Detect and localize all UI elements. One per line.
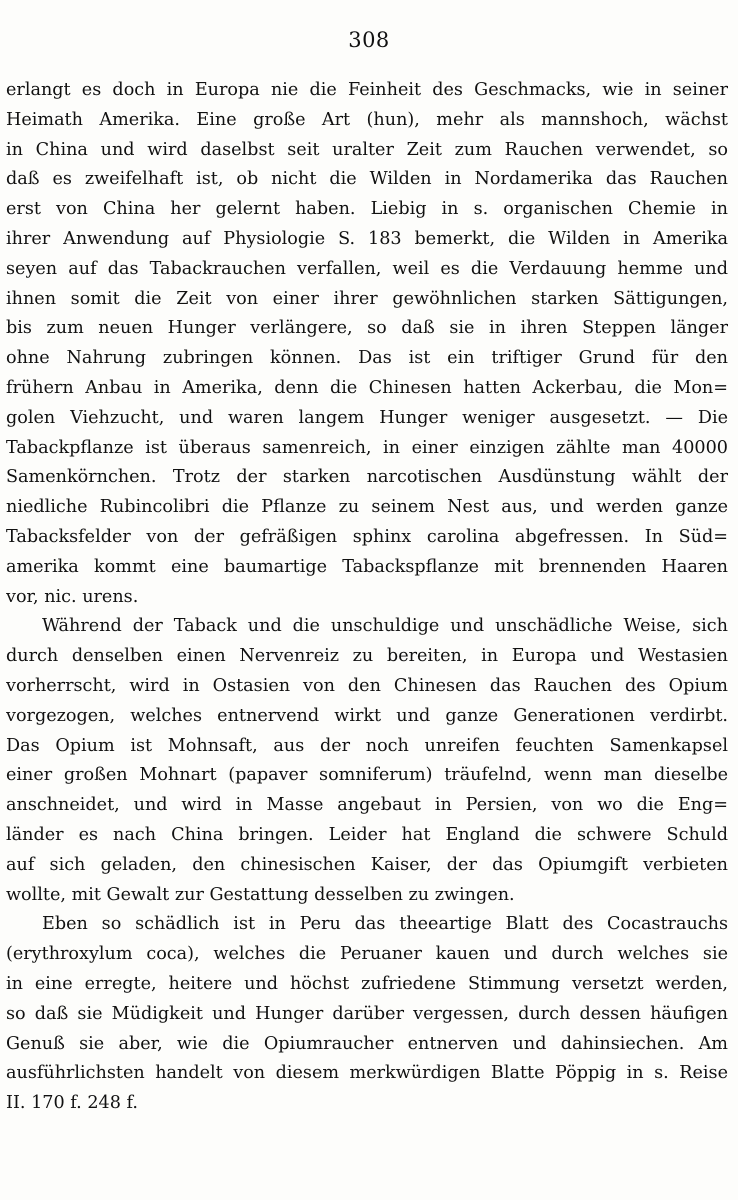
text-line: Genuß sie aber, wie die Opiumraucher entnerven und dahinsiechen. Am: [6, 1033, 728, 1054]
text-line: vor, nic. urens.: [6, 586, 139, 607]
text-line: amerika kommt eine baumartige Tabackspflanze mit brennenden Haaren: [6, 556, 728, 577]
text-line: Eben so schädlich ist in Peru das theeartige Blatt des Cocastrauchs: [42, 914, 728, 935]
text-line: vorgezogen, welches entnervend wirkt und ganze Generationen verdirbt.: [6, 705, 728, 726]
text-line: wollte, mit Gewalt zur Gestattung desselben zu zwingen.: [6, 884, 515, 905]
text-line: erst von China her gelernt haben. Liebig in s. organischen Chemie in: [6, 199, 728, 220]
text-line: in China und wird daselbst seit uralter Zeit zum Rauchen verwendet, so: [6, 139, 728, 160]
text-line: golen Viehzucht, und waren langem Hunger weniger ausgesetzt. — Die: [6, 407, 728, 428]
text-line: Tabacksfelder von der gefräßigen sphinx carolina abgefressen. In Süd=: [6, 526, 728, 547]
text-line: durch denselben einen Nervenreiz zu bereiten, in Europa und Westasien: [6, 646, 728, 667]
text-line: (erythroxylum coca), welches die Peruaner kauen und durch welches sie: [6, 944, 728, 965]
text-line: daß es zweifelhaft ist, ob nicht die Wilden in Nordamerika das Rauchen: [6, 169, 728, 190]
page-number: 308: [348, 28, 390, 52]
text-line: ihnen somit die Zeit von einer ihrer gewöhnlichen starken Sättigungen,: [6, 288, 728, 309]
text-line: II. 170 f. 248 f.: [6, 1093, 138, 1114]
text-line: Tabackpflanze ist überaus samenreich, in einer einzigen zählte man 40000: [6, 437, 728, 458]
body-text: [6, 76, 728, 1119]
text-line: niedliche Rubincolibri die Pflanze zu seinem Nest aus, und werden ganze: [6, 497, 728, 518]
text-line: länder es nach China bringen. Leider hat England die schwere Schuld: [6, 824, 728, 845]
text-line: seyen auf das Tabackrauchen verfallen, weil es die Verdauung hemme und: [6, 258, 728, 279]
text-line: auf sich geladen, den chinesischen Kaiser, der das Opiumgift verbieten: [6, 854, 728, 875]
text-line: Das Opium ist Mohnsaft, aus der noch unreifen feuchten Samenkapsel: [6, 735, 728, 756]
text-line: Während der Taback und die unschuldige und unschädliche Weise, sich: [42, 616, 728, 637]
text-line: erlangt es doch in Europa nie die Feinheit des Geschmacks, wie in seiner: [6, 80, 728, 100]
text-line: frühern Anbau in Amerika, denn die Chinesen hatten Ackerbau, die Mon=: [6, 377, 728, 398]
text-line: Samenkörnchen. Trotz der starken narcotischen Ausdünstung wählt der: [6, 467, 728, 488]
text-line: vorherrscht, wird in Ostasien von den Chinesen das Rauchen des Opium: [6, 675, 728, 696]
text-line: ohne Nahrung zubringen können. Das ist ein triftiger Grund für den: [6, 348, 728, 369]
text-line: Heimath Amerika. Eine große Art (hun), mehr als mannshoch, wächst: [6, 109, 728, 130]
text-line: einer großen Mohnart (papaver somniferum) träufelnd, wenn man dieselbe: [6, 765, 728, 786]
text-line: ihrer Anwendung auf Physiologie S. 183 bemerkt, die Wilden in Amerika: [6, 228, 728, 249]
text-line: anschneidet, und wird in Masse angebaut in Persien, von wo die Eng=: [6, 795, 728, 816]
text-line: so daß sie Müdigkeit und Hunger darüber vergessen, durch dessen häufigen: [6, 1003, 728, 1024]
text-line: in eine erregte, heitere und höchst zufriedene Stimmung versetzt werden,: [6, 973, 728, 994]
text-line: bis zum neuen Hunger verlängere, so daß sie in ihren Steppen länger: [6, 318, 728, 339]
text-line: ausführlichsten handelt von diesem merkwürdigen Blatte Pöppig in s. Reise: [6, 1063, 728, 1084]
